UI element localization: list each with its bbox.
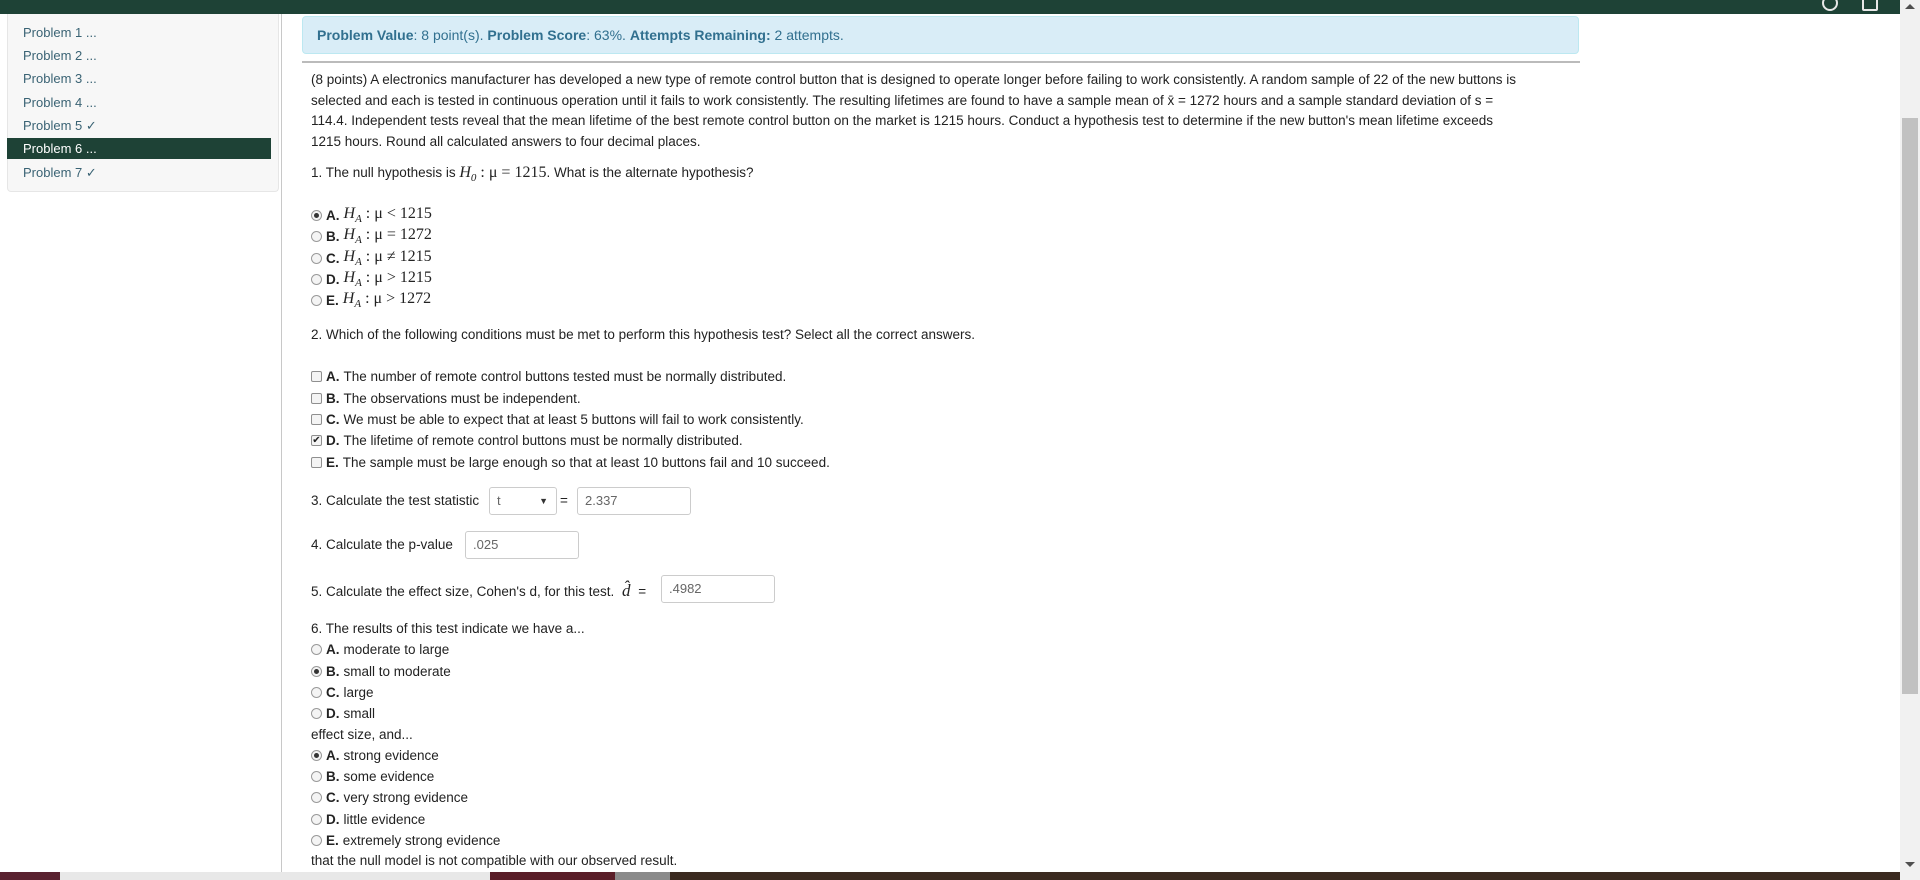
option-letter: A. bbox=[326, 368, 340, 384]
option-h: H bbox=[343, 225, 356, 243]
select-value: t bbox=[497, 493, 501, 508]
problem-value-text: : 8 point(s). bbox=[413, 27, 488, 43]
q1-suffix: . What is the alternate hypothesis? bbox=[546, 165, 754, 180]
option-text: We must be able to expect that at least 5 buttons will fail to work consistently. bbox=[343, 411, 804, 427]
problem-score-text: : 63%. bbox=[586, 27, 630, 43]
q1-option-d[interactable] bbox=[311, 269, 432, 289]
radio-button[interactable] bbox=[311, 750, 322, 761]
cohens-d-symbol: d̂ bbox=[622, 581, 631, 600]
attempts-label: Attempts Remaining: bbox=[629, 27, 771, 43]
attempts-text: 2 attempts. bbox=[770, 27, 844, 43]
sidebar-divider bbox=[281, 14, 282, 872]
header-rule bbox=[302, 61, 1580, 63]
option-text: The number of remote control buttons tested must be normally distributed. bbox=[343, 368, 787, 384]
scroll-up-icon[interactable] bbox=[1905, 4, 1915, 9]
option-h: H bbox=[343, 247, 356, 265]
q6-evidence-option-e[interactable] bbox=[311, 830, 500, 850]
option-h-sub: A bbox=[355, 256, 362, 269]
q6-size-option-b[interactable] bbox=[311, 661, 451, 681]
option-letter: D. bbox=[326, 432, 340, 448]
checkbox[interactable] bbox=[311, 457, 322, 468]
q2-option-e[interactable] bbox=[311, 452, 830, 472]
option-expr: : μ < 1215 bbox=[361, 204, 432, 222]
radio-button[interactable] bbox=[311, 835, 322, 846]
option-h: H bbox=[343, 204, 356, 222]
q6-size-option-a[interactable] bbox=[311, 639, 449, 659]
option-text: small to moderate bbox=[343, 663, 451, 679]
problem-line: selected and each is tested in continuous operation until it fails to work consistently. The resulting lifetimes are found to have a sample mean of x̄ = 1272 hours and a sample standard deviation of s = bbox=[311, 92, 1494, 108]
q6-evidence-option-b[interactable] bbox=[311, 766, 434, 786]
test-statistic-select[interactable] bbox=[489, 487, 557, 515]
option-text: strong evidence bbox=[343, 747, 439, 763]
q1-option-e[interactable] bbox=[311, 290, 431, 310]
top-navbar bbox=[0, 0, 1920, 14]
radio-button[interactable] bbox=[311, 274, 322, 285]
option-letter: C. bbox=[326, 250, 340, 266]
option-h-sub: A bbox=[354, 298, 362, 311]
q6-ending-text: that the null model is not compatible with our observed result. bbox=[311, 853, 678, 868]
option-letter: E. bbox=[326, 832, 339, 848]
sidebar-item-problem-2[interactable]: Problem 2 ... bbox=[23, 48, 97, 63]
question-1-prompt bbox=[311, 164, 754, 184]
question-5-prompt bbox=[311, 581, 646, 601]
q2-option-b[interactable] bbox=[311, 388, 581, 408]
option-letter: E. bbox=[326, 454, 339, 470]
option-expr: : μ > 1215 bbox=[361, 268, 432, 286]
option-letter: A. bbox=[326, 207, 340, 223]
question-6-prompt: 6. The results of this test indicate we have a... bbox=[311, 621, 585, 636]
option-math bbox=[344, 248, 432, 268]
option-expr: : μ = 1272 bbox=[361, 225, 432, 243]
sidebar-item-problem-6[interactable]: Problem 6 ... bbox=[7, 138, 271, 159]
q6-evidence-option-c[interactable] bbox=[311, 787, 468, 807]
effect-size-input[interactable]: .4982 bbox=[661, 575, 775, 603]
problem-line: (8 points) A electronics manufacturer has developed a new type of remote control button that is designed to operate longer before failing to work consistently. A random sample of 22 of the new buttons is bbox=[311, 72, 1516, 87]
q6-size-option-c[interactable] bbox=[311, 682, 374, 702]
option-letter: C. bbox=[326, 789, 340, 805]
null-hypothesis-math bbox=[459, 164, 547, 185]
radio-button[interactable] bbox=[311, 666, 322, 677]
p-value-input[interactable]: .025 bbox=[465, 531, 579, 559]
option-h-sub: A bbox=[355, 277, 362, 290]
q1-null-expr: : μ = 1215 bbox=[476, 164, 547, 181]
checkbox[interactable] bbox=[311, 414, 322, 425]
option-h: H bbox=[342, 289, 355, 307]
option-letter: E. bbox=[326, 292, 339, 308]
radio-button[interactable] bbox=[311, 687, 322, 698]
checkbox[interactable]: ✔ bbox=[312, 434, 321, 446]
option-text: large bbox=[343, 684, 374, 700]
radio-button[interactable] bbox=[311, 295, 322, 306]
option-text: The sample must be large enough so that at least 10 buttons fail and 10 succeed. bbox=[342, 454, 830, 470]
equals-sign: = bbox=[560, 493, 568, 508]
option-letter: B. bbox=[326, 768, 340, 784]
caret-down-icon: ▼ bbox=[539, 496, 548, 506]
option-text: extremely strong evidence bbox=[342, 832, 501, 848]
problem-value-label: Problem Value bbox=[317, 27, 414, 43]
option-letter: D. bbox=[326, 705, 340, 721]
option-text: The lifetime of remote control buttons must be normally distributed. bbox=[343, 432, 743, 448]
sidebar-item-problem-3[interactable]: Problem 3 ... bbox=[23, 71, 97, 86]
radio-button[interactable] bbox=[311, 231, 322, 242]
q1-option-c[interactable] bbox=[311, 248, 432, 268]
checkbox[interactable] bbox=[311, 393, 322, 404]
radio-button[interactable] bbox=[311, 814, 322, 825]
option-letter: B. bbox=[326, 663, 340, 679]
option-letter: D. bbox=[326, 271, 340, 287]
q1-h: H bbox=[459, 164, 471, 181]
taskbar-strip bbox=[0, 872, 1900, 880]
option-text: very strong evidence bbox=[343, 789, 469, 805]
radio-button[interactable] bbox=[311, 792, 322, 803]
radio-button[interactable] bbox=[311, 253, 322, 264]
option-h-sub: A bbox=[355, 234, 362, 247]
option-expr: : μ > 1272 bbox=[361, 289, 432, 307]
problem-line: 1215 hours. Round all calculated answers to four decimal places. bbox=[311, 133, 701, 149]
q1-option-a[interactable] bbox=[311, 205, 432, 225]
q6-evidence-option-a[interactable] bbox=[311, 745, 439, 765]
option-math bbox=[344, 205, 432, 225]
question-4-prompt: 4. Calculate the p-value bbox=[311, 537, 453, 552]
q5-text: 5. Calculate the effect size, Cohen's d, for this test. bbox=[311, 584, 615, 599]
option-letter: C. bbox=[326, 684, 340, 700]
equals-sign: = bbox=[638, 584, 647, 599]
option-h-sub: A bbox=[355, 213, 362, 226]
option-text: some evidence bbox=[343, 768, 435, 784]
option-text: small bbox=[343, 705, 376, 721]
option-text: moderate to large bbox=[343, 641, 450, 657]
q1-prefix: 1. The null hypothesis is bbox=[311, 165, 460, 180]
option-math bbox=[343, 290, 431, 310]
scrollbar-thumb[interactable] bbox=[1902, 118, 1918, 694]
option-expr: : μ ≠ 1215 bbox=[361, 247, 432, 265]
option-letter: A. bbox=[326, 747, 340, 763]
q6-middle-text: effect size, and... bbox=[311, 727, 413, 742]
sidebar-item-problem-5[interactable]: Problem 5 ✓ bbox=[23, 118, 97, 133]
option-math bbox=[344, 269, 432, 289]
sidebar-item-problem-7[interactable]: Problem 7 ✓ bbox=[23, 165, 97, 180]
sidebar-item-problem-4[interactable]: Problem 4 ... bbox=[23, 95, 97, 110]
option-h: H bbox=[343, 268, 356, 286]
radio-button[interactable] bbox=[311, 644, 322, 655]
q2-option-d[interactable] bbox=[311, 430, 743, 450]
problem-status-alert bbox=[302, 16, 1579, 54]
option-letter: B. bbox=[326, 228, 340, 244]
radio-button[interactable] bbox=[311, 708, 322, 719]
q1-h-sub: 0 bbox=[470, 172, 477, 185]
checkbox[interactable] bbox=[311, 371, 322, 382]
q1-option-b[interactable] bbox=[311, 226, 432, 246]
question-3-prompt: 3. Calculate the test statistic bbox=[311, 493, 480, 508]
q6-size-option-d[interactable] bbox=[311, 703, 375, 723]
option-letter: C. bbox=[326, 411, 340, 427]
q2-option-c[interactable] bbox=[311, 409, 804, 429]
sidebar-item-problem-1[interactable]: Problem 1 ... bbox=[23, 25, 97, 40]
problem-statement bbox=[311, 70, 1576, 152]
option-text: The observations must be independent. bbox=[343, 390, 581, 406]
option-letter: B. bbox=[326, 390, 340, 406]
scroll-down-icon[interactable] bbox=[1905, 862, 1915, 867]
option-text: little evidence bbox=[343, 811, 426, 827]
radio-button[interactable] bbox=[311, 210, 322, 221]
q2-option-a[interactable] bbox=[311, 366, 786, 386]
question-2-prompt: 2. Which of the following conditions must be met to perform this hypothesis test? Select all the correct answers. bbox=[311, 327, 976, 342]
radio-button[interactable] bbox=[311, 771, 322, 782]
option-letter: A. bbox=[326, 641, 340, 657]
test-statistic-input[interactable]: 2.337 bbox=[577, 487, 691, 515]
help-icon[interactable] bbox=[1822, 0, 1838, 11]
option-math bbox=[344, 226, 432, 246]
problem-score-label: Problem Score bbox=[487, 27, 587, 43]
window-icon[interactable] bbox=[1862, 0, 1878, 11]
q6-evidence-option-d[interactable] bbox=[311, 809, 425, 829]
option-letter: D. bbox=[326, 811, 340, 827]
problem-line: 114.4. Independent tests reveal that the mean lifetime of the best remote control button on the market is 1215 hours. Conduct a hypothesis test to determine if the new button's mean lifetime exceeds bbox=[311, 113, 1494, 128]
